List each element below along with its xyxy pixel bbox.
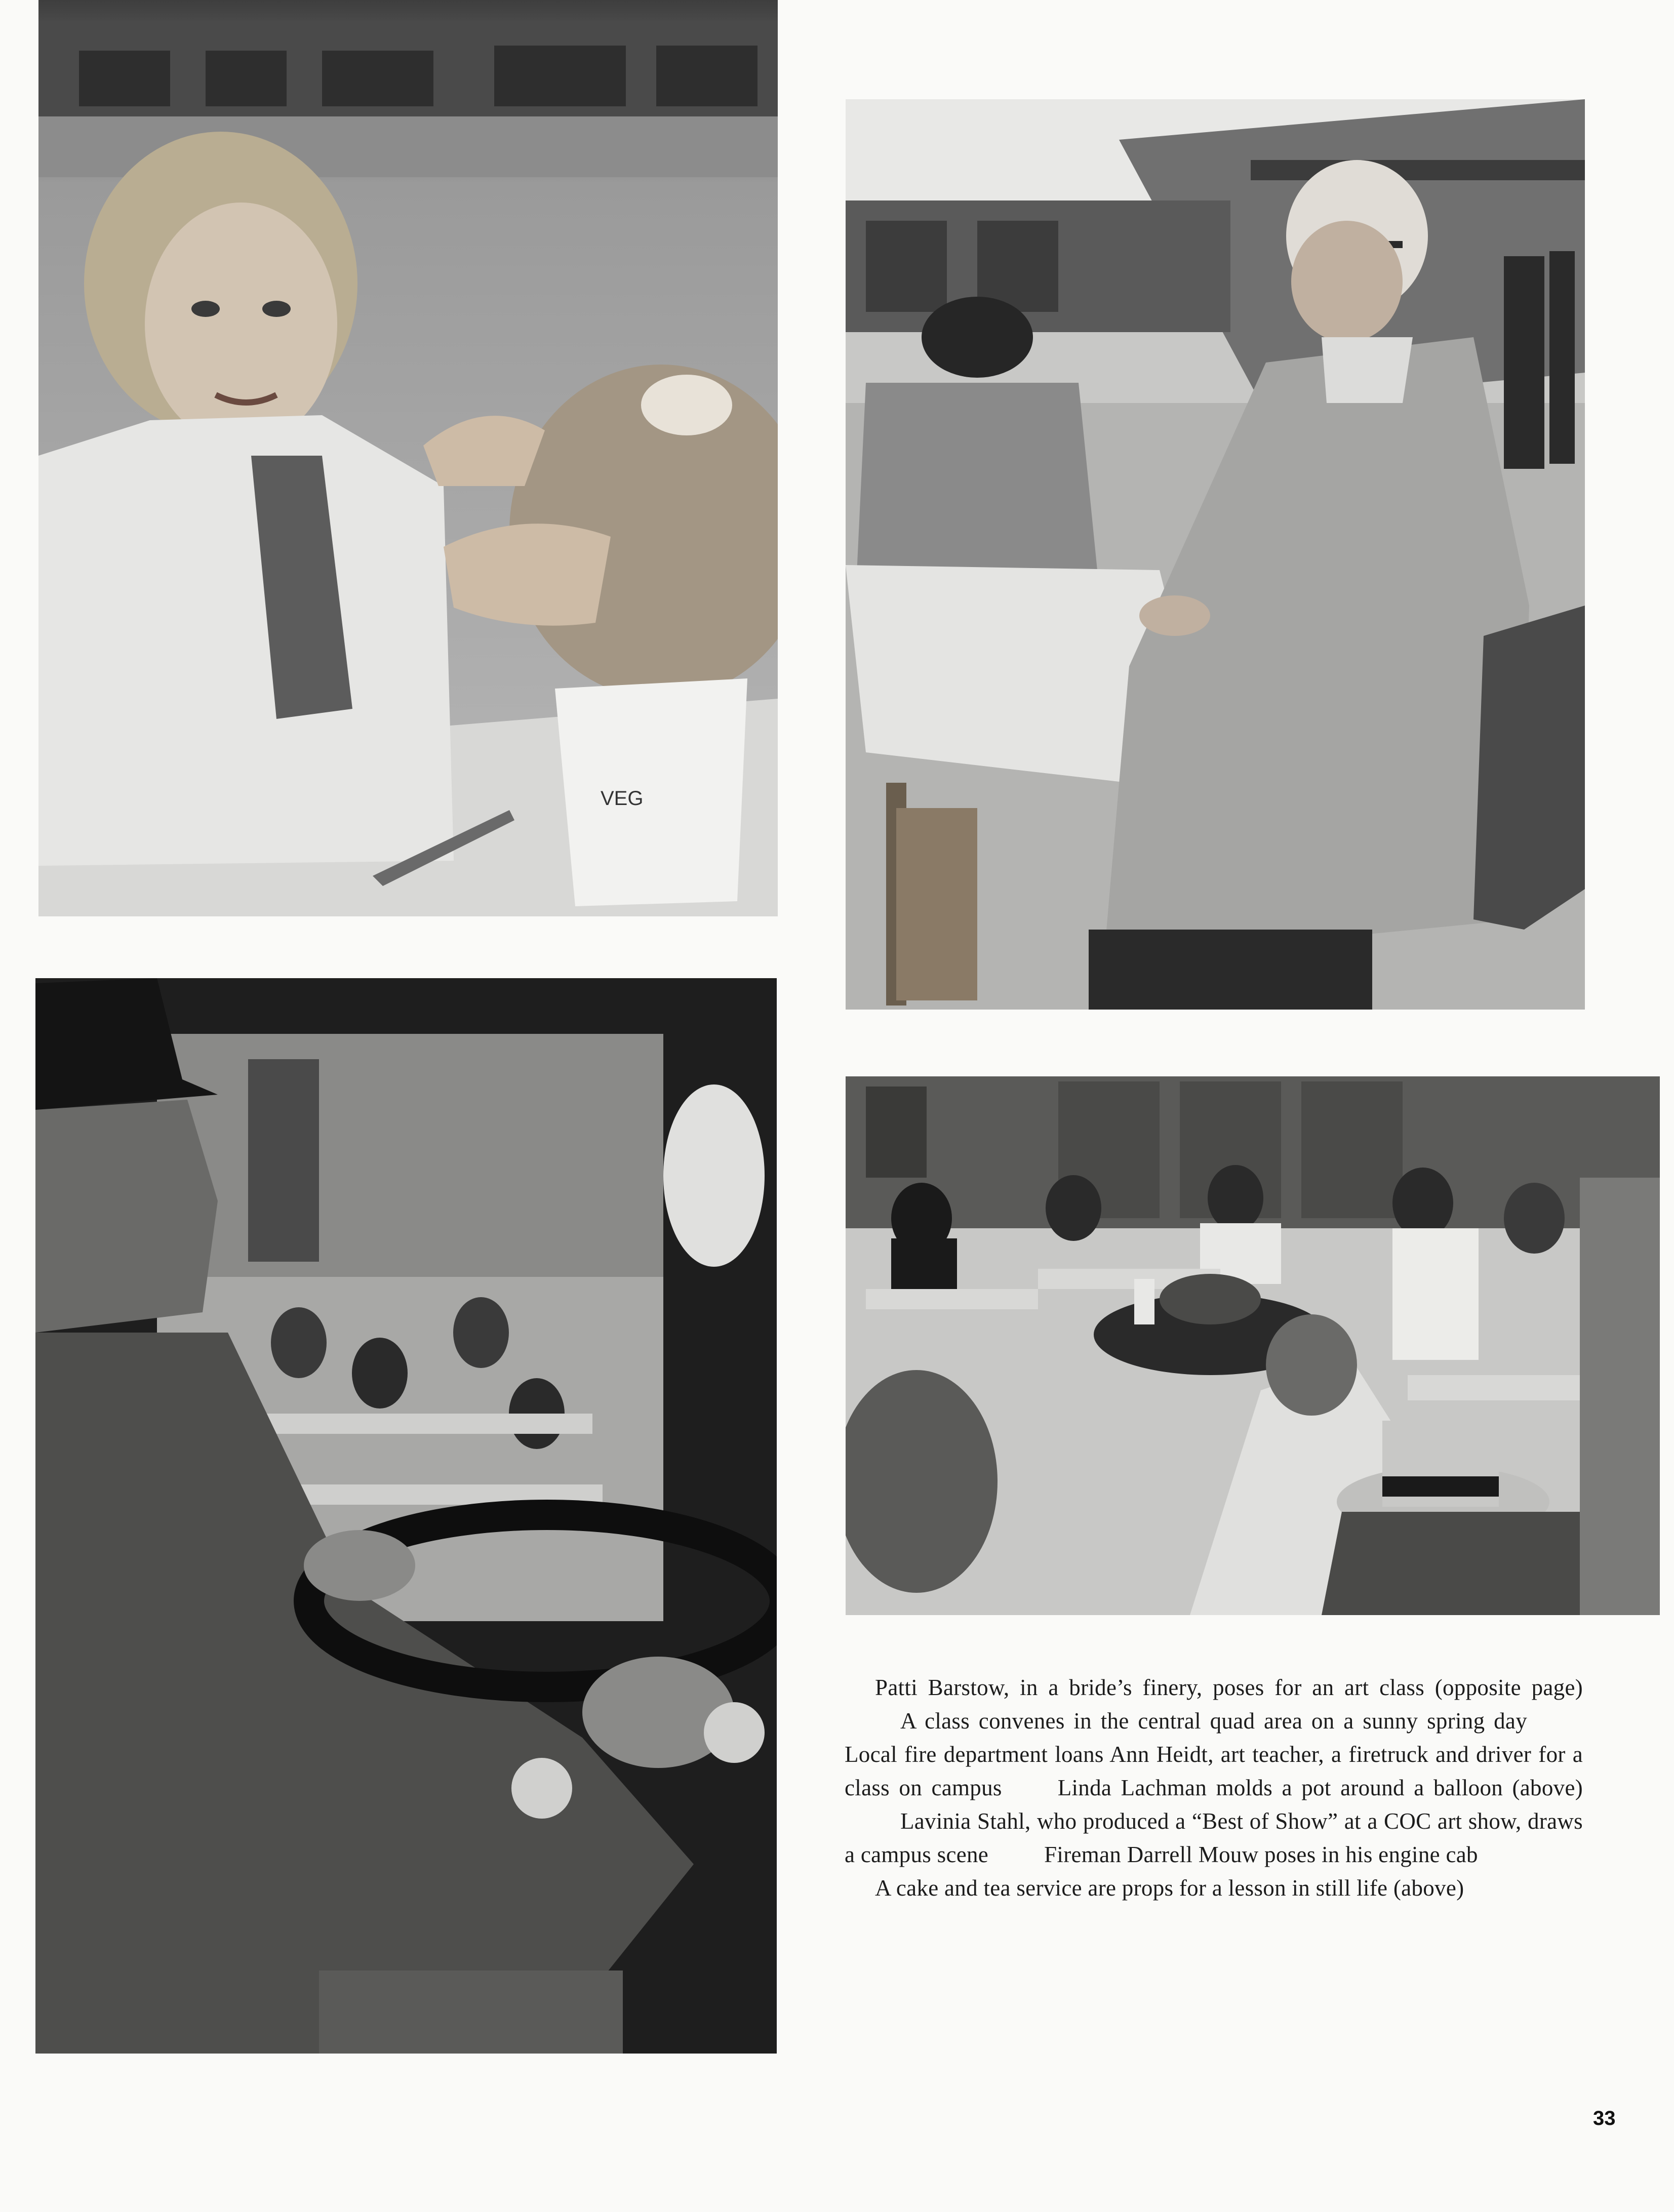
caption-segment-still-life: A cake and tea service are props for a lesson in still life (above) <box>875 1875 1464 1901</box>
caption-segment-bride-pose: Patti Barstow, in a bride’s finery, poses for an art class (opposite page) <box>875 1675 1583 1700</box>
drawing-photo-illustration <box>846 99 1585 1010</box>
firetruck-photo-illustration <box>35 978 777 2054</box>
caption-segment-balloon-pot: Linda Lachman molds a pot around a balloon (above) <box>1057 1775 1583 1800</box>
caption-segment-firetruck-loan: Local fire department loans Ann Heidt, art teacher, a firetruck and driver for a class on campus <box>845 1742 1583 1800</box>
photo-still-life-class <box>846 1076 1660 1615</box>
photo-caption <box>845 1671 1583 1905</box>
pottery-photo-illustration <box>38 0 778 916</box>
caption-segment-best-of-show: Lavinia Stahl, who produced a “Best of Show” at a COC art show, draws a campus scene <box>845 1808 1583 1867</box>
caption-segment-fireman-cab: Fireman Darrell Mouw poses in his engine cab <box>1044 1842 1478 1867</box>
page-number: 33 <box>1593 2107 1616 2129</box>
tub-label: VEG <box>601 787 644 810</box>
photo-outdoor-drawing-class <box>846 99 1585 1010</box>
stilllife-photo-illustration <box>846 1076 1660 1615</box>
photo-fireman-engine-cab <box>35 978 777 2054</box>
photo-pottery-balloon <box>38 0 778 916</box>
caption-segment-quad-class: A class convenes in the central quad area on a sunny spring day <box>900 1708 1527 1734</box>
